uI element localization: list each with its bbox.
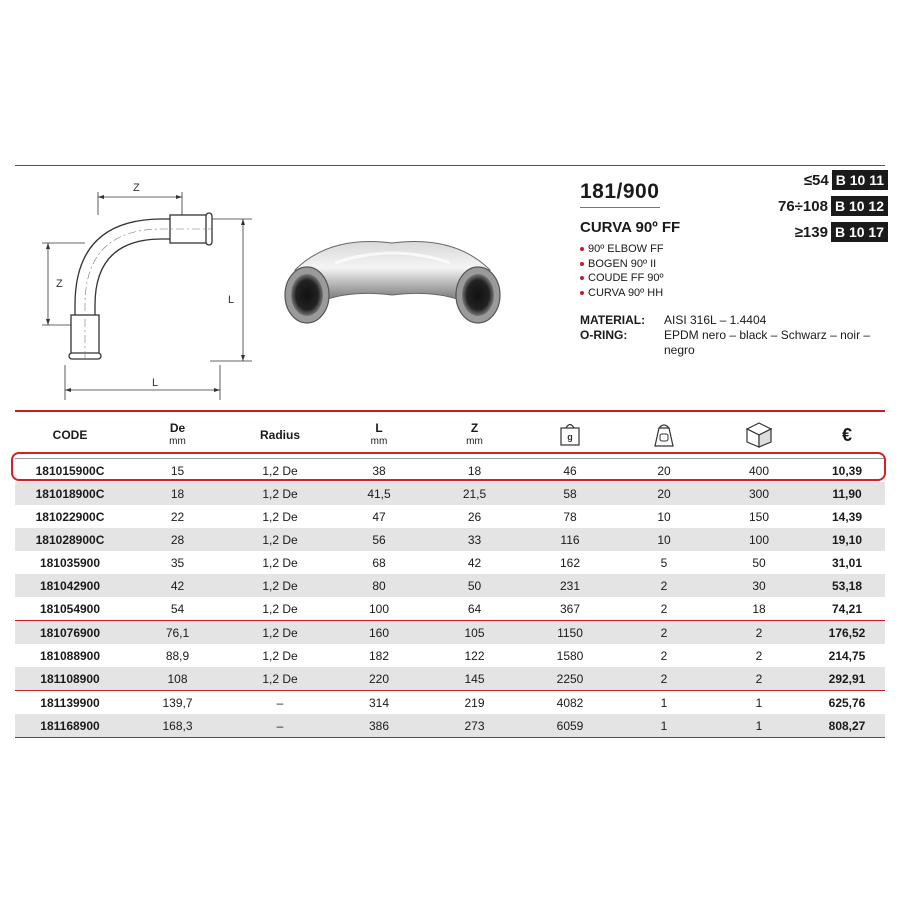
- table-row: 181139900 139,7 – 314 219 4082 1 1 625,76: [40, 695, 866, 710]
- title-rule: [580, 207, 660, 208]
- header-z: Z mm: [466, 421, 483, 447]
- header-weight: [521, 421, 619, 450]
- product-code-title: 181/900: [580, 180, 660, 203]
- size-badge: [778, 196, 888, 216]
- size-code-badges: [778, 170, 888, 248]
- material-specs: [580, 313, 885, 358]
- name-french: COUDE FF 90º: [580, 271, 664, 286]
- table-bottom-rule: [15, 737, 885, 738]
- table-row: 181015900C 15 1,2 De 38 18 46 20 400 10,39: [35, 463, 863, 478]
- translated-names-list: [580, 242, 664, 300]
- header-bag: [619, 420, 709, 451]
- table-row: 181076900 76,1 1,2 De 160 105 1150 2 2 176,52: [15, 621, 885, 644]
- table-row: 181028900C 28 1,2 De 56 33 116 10 100 19,10: [15, 528, 885, 551]
- dimension-label-l-side: L: [228, 294, 235, 306]
- series-code: B 10 11: [832, 170, 888, 190]
- size-badge: [778, 222, 888, 242]
- header-price: €: [841, 424, 852, 445]
- table-row: 181042900 42 1,2 De 80 50 231 2 30 53,18: [15, 574, 885, 597]
- table-row: 181054900 54 1,2 De 100 64 367 2 18 74,21: [39, 601, 863, 616]
- name-spanish: CURVA 90º HH: [580, 286, 664, 301]
- series-code: B 10 12: [831, 196, 888, 216]
- table-row: 181168900 168,3 – 386 273 6059 1 1 808,27: [15, 714, 885, 737]
- elbow-technical-drawing: [30, 175, 260, 410]
- product-name: CURVA 90º FF: [580, 219, 681, 236]
- name-english: 90º ELBOW FF: [580, 242, 664, 257]
- name-german: BOGEN 90º II: [580, 257, 664, 272]
- table-row: 181088900 88,9 1,2 De 182 122 1580 2 2 214,75: [39, 648, 866, 663]
- box-icon: [743, 420, 775, 448]
- header-de: De mm: [169, 421, 186, 447]
- table-row: 181018900C 18 1,2 De 41,5 21,5 58 20 300 11,90: [15, 482, 885, 505]
- table-row: 181035900 35 1,2 De 68 42 162 5 50 31,01: [39, 555, 863, 570]
- header-l: L mm: [370, 421, 388, 447]
- table-row: 181022900C 22 1,2 De 47 26 78 10 150 14,39: [35, 509, 863, 524]
- top-divider: [15, 165, 885, 166]
- header-radius: Radius: [259, 427, 300, 442]
- bag-icon: [651, 420, 677, 448]
- size-range: ≤54: [803, 171, 829, 189]
- header-box: [709, 420, 809, 451]
- weight-icon-glyph: g: [567, 431, 573, 442]
- size-range: ≥139: [794, 223, 828, 241]
- oring-label: O-RING:: [580, 328, 628, 342]
- highlighted-row-outline: [11, 452, 886, 481]
- elbow-product-photo: [270, 215, 515, 350]
- dimension-label-z-top: Z: [133, 182, 140, 194]
- material-label: MATERIAL:: [580, 313, 646, 327]
- dimension-label-l-bottom: L: [152, 377, 159, 389]
- dimension-label-z-side: Z: [56, 278, 63, 290]
- size-range: 76÷108: [778, 197, 828, 215]
- size-badge: [778, 170, 888, 190]
- material-value: AISI 316L – 1.4404: [664, 313, 767, 327]
- header-code: CODE: [52, 427, 88, 442]
- table-row: 181108900 108 1,2 De 220 145 2250 2 2 292,91: [15, 667, 885, 690]
- series-code: B 10 17: [831, 222, 888, 242]
- weight-icon: [559, 421, 581, 447]
- oring-value: EPDM nero – black – Schwarz – noir – negro: [664, 328, 871, 357]
